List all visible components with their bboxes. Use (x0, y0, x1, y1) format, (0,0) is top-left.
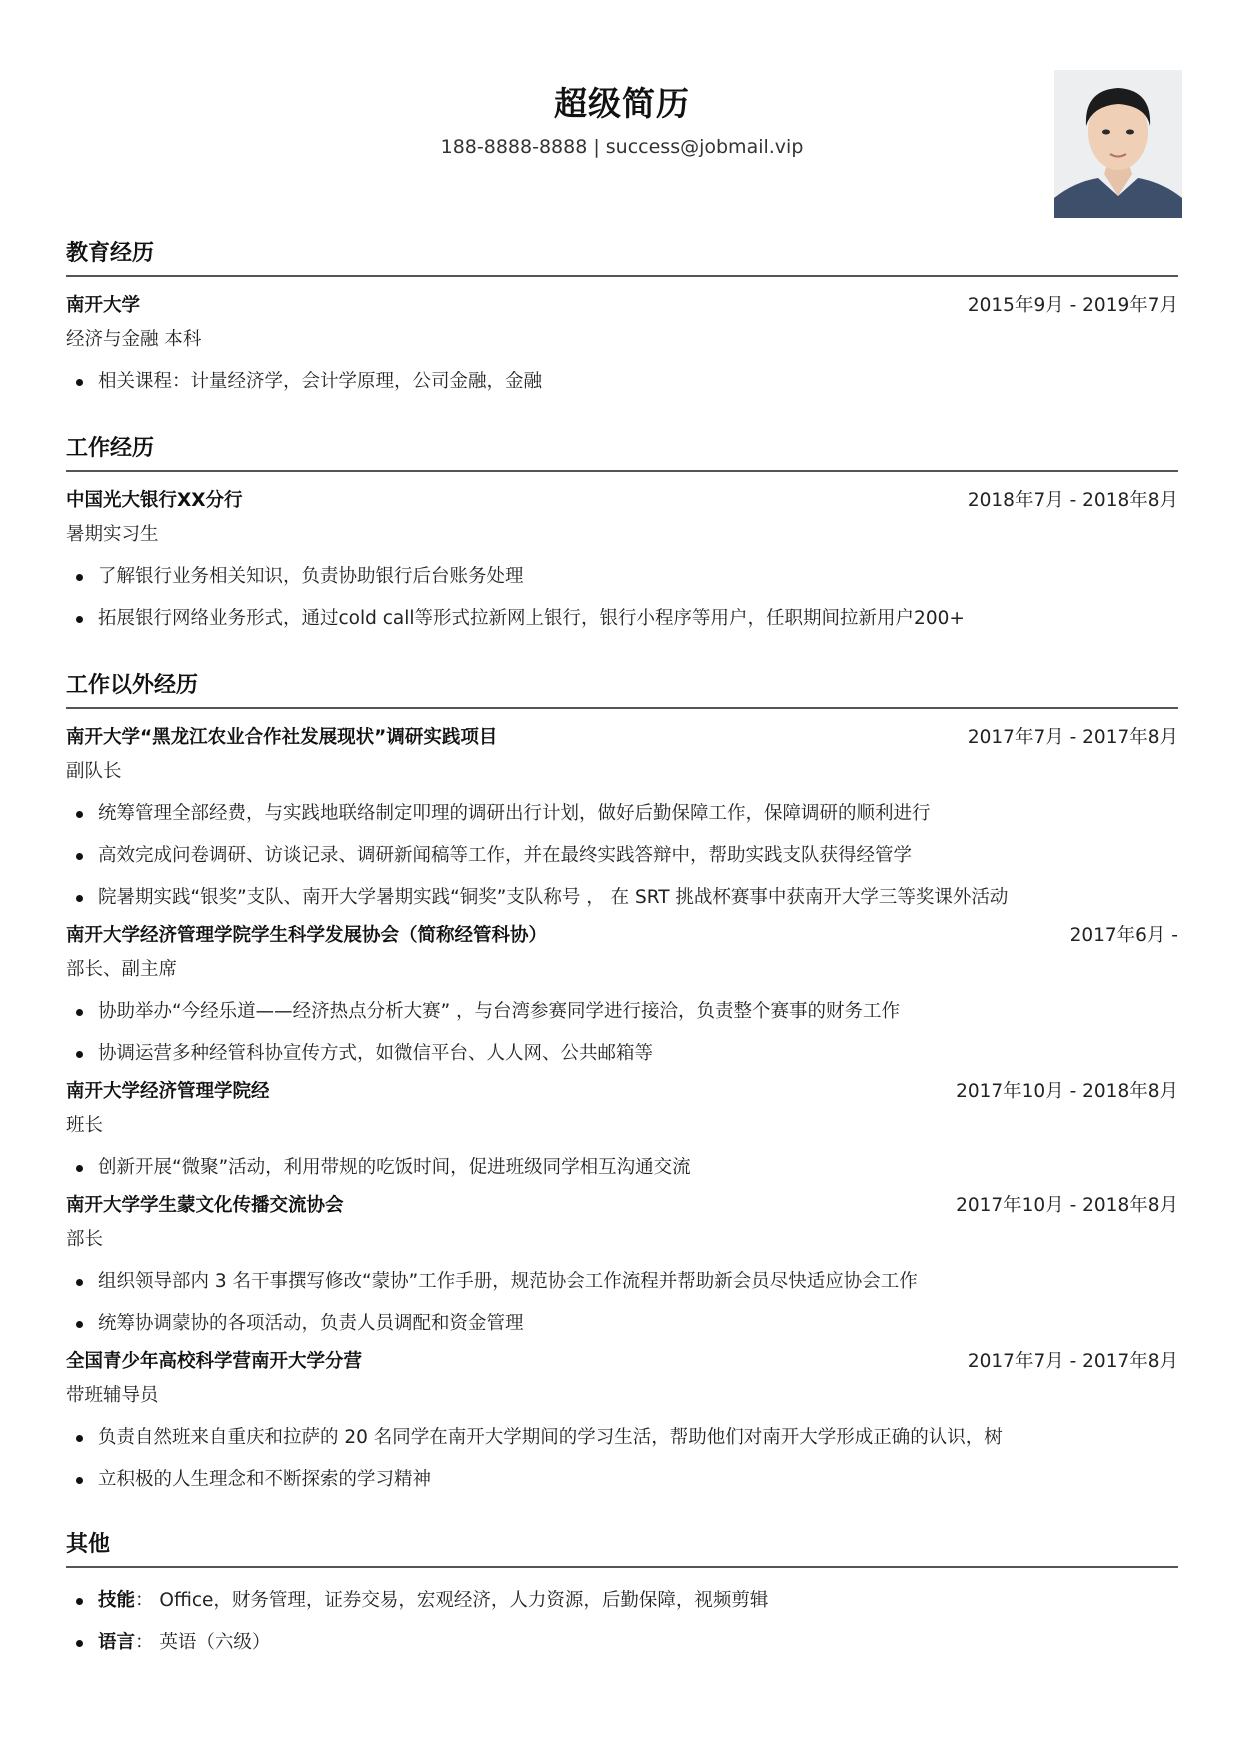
extracurricular-entry (66, 1345, 1178, 1501)
entry-organization: 南开大学经济管理学院经 (66, 1081, 270, 1102)
entry-date: 2018年7月 - 2018年8月 (967, 490, 1178, 511)
entry-role: 带班辅导员 (66, 1385, 159, 1406)
education-entry (66, 289, 1178, 403)
work-entry (66, 484, 1178, 640)
entry-organization: 南开大学学生蒙文化传播交流协会 (66, 1195, 344, 1216)
entry-date: 2015年9月 - 2019年7月 (967, 295, 1178, 316)
bullet-item: 相关课程：计量经济学，会计学原理，公司金融，金融 (66, 361, 1178, 403)
skills-item (66, 1580, 1178, 1622)
entry-role: 部长 (66, 1229, 104, 1250)
entry-role: 班长 (66, 1115, 104, 1136)
entry-date: 2017年10月 - 2018年8月 (956, 1195, 1178, 1216)
extracurricular-entry (66, 1189, 1178, 1345)
bullet-item: 协助举办“今经乐道——经济热点分析大赛” ，与台湾参赛同学进行接洽，负责整个赛事的财务工作 (66, 991, 1178, 1033)
profile-photo (1054, 70, 1182, 218)
work-section (66, 431, 1178, 640)
bullet-item: 院暑期实践“银奖”支队、南开大学暑期实践“铜奖”支队称号 ， 在 SRT 挑战杯赛事中获南开大学三等奖课外活动 (66, 877, 1178, 919)
entry-organization: 全国青少年高校科学营南开大学分营 (66, 1351, 363, 1372)
extracurricular-entry (66, 919, 1178, 1075)
candidate-name: 超级简历 (554, 84, 690, 123)
skills-value: Office，财务管理，证券交易，宏观经济，人力资源，后勤保障，视频剪辑 (159, 1590, 769, 1611)
resume-header (66, 0, 1178, 230)
section-title: 教育经历 (66, 236, 1178, 277)
bullet-item: 统筹协调蒙协的各项活动，负责人员调配和资金管理 (66, 1303, 1178, 1345)
bullet-item: 创新开展“微聚”活动，利用带规的吃饭时间，促进班级同学相互沟通交流 (66, 1147, 1178, 1189)
entry-role: 暑期实习生 (66, 524, 159, 545)
extracurricular-section (66, 668, 1178, 1501)
contact-info: 188-8888-8888 | success@jobmail.vip (440, 136, 804, 158)
resume-page (66, 0, 1178, 1664)
entry-date: 2017年7月 - 2017年8月 (967, 1351, 1178, 1372)
entry-date: 2017年6月 - (1069, 925, 1178, 946)
bullet-item: 组织领导部内 3 名干事撰写修改“蒙协”工作手册，规范协会工作流程并帮助新会员尽快适应协会工作 (66, 1261, 1178, 1303)
entry-date: 2017年7月 - 2017年8月 (967, 727, 1178, 748)
extracurricular-entry (66, 1075, 1178, 1189)
bullet-item: 拓展银行网络业务形式，通过cold call等形式拉新网上银行，银行小程序等用户，任职期间拉新用户200+ (66, 598, 1178, 640)
entry-role: 副队长 (66, 761, 122, 782)
entry-date: 2017年10月 - 2018年8月 (956, 1081, 1178, 1102)
other-section (66, 1527, 1178, 1664)
bullet-item: 负责自然班来自重庆和拉萨的 20 名同学在南开大学期间的学习生活，帮助他们对南开大学形成正确的认识，树 (66, 1417, 1178, 1459)
section-title: 工作以外经历 (66, 668, 1178, 709)
entry-organization: 南开大学经济管理学院学生科学发展协会（简称经管科协） (66, 925, 548, 946)
language-value: 英语（六级） (159, 1632, 271, 1653)
education-section (66, 236, 1178, 403)
entry-role: 部长、副主席 (66, 959, 178, 980)
bullet-item: 高效完成问卷调研、访谈记录、调研新闻稿等工作，并在最终实践答辩中，帮助实践支队获得经管学 (66, 835, 1178, 877)
bullet-item: 统筹管理全部经费，与实践地联络制定叩理的调研出行计划，做好后勤保障工作，保障调研的顺利进行 (66, 793, 1178, 835)
entry-organization: 南开大学 (66, 295, 141, 316)
language-label: 语言 (98, 1632, 136, 1653)
entry-organization: 南开大学“黑龙江农业合作社发展现状”调研实践项目 (66, 727, 498, 748)
entry-role: 经济与金融 本科 (66, 329, 202, 350)
section-title: 工作经历 (66, 431, 1178, 472)
extracurricular-entry (66, 721, 1178, 919)
bullet-item: 了解银行业务相关知识，负责协助银行后台账务处理 (66, 556, 1178, 598)
language-separator: ： (135, 1632, 160, 1653)
bullet-item: 立积极的人生理念和不断探索的学习精神 (66, 1459, 1178, 1501)
skills-separator: ： (135, 1590, 160, 1611)
bullet-item: 协调运营多种经管科协宣传方式，如微信平台、人人网、公共邮箱等 (66, 1033, 1178, 1075)
section-title: 其他 (66, 1527, 1178, 1568)
entry-organization: 中国光大银行XX分行 (66, 490, 243, 511)
skills-label: 技能 (98, 1590, 136, 1611)
language-item (66, 1622, 1178, 1664)
